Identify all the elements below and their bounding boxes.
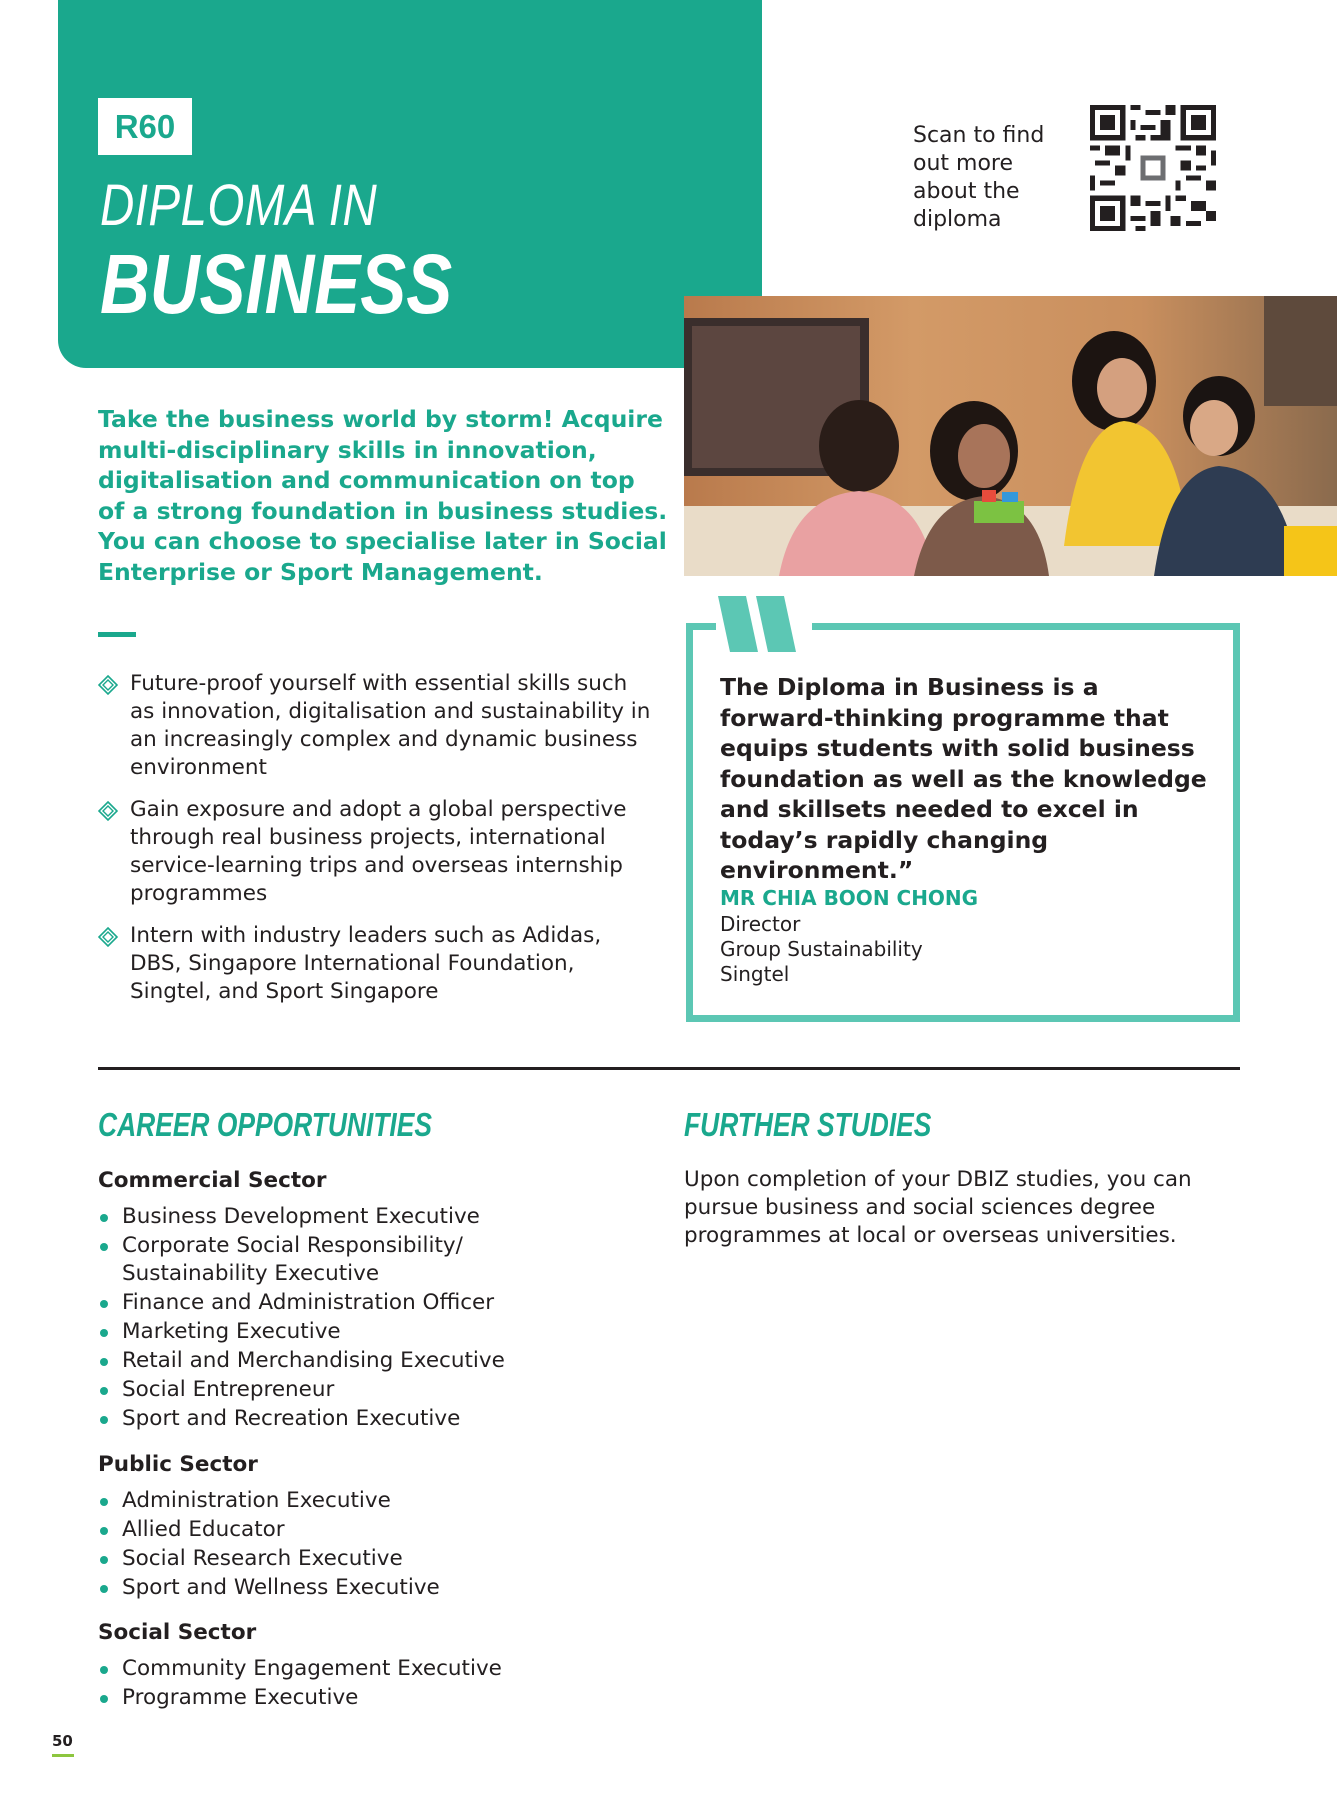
- section-divider: [98, 1067, 1240, 1070]
- list-item: Business Development Executive: [98, 1203, 578, 1231]
- feature-item: [98, 796, 658, 908]
- feature-item: [98, 922, 658, 1006]
- testimonial-quote: The Diploma in Business is a forward-thinking programme that equips students with solid business foundation as well as the knowledge and skillsets needed to excel in today’s rapidly changing environment.”: [720, 673, 1207, 884]
- feature-list: [98, 670, 658, 1020]
- list-item: Programme Executive: [98, 1684, 578, 1712]
- list-item: Allied Educator: [98, 1516, 578, 1544]
- list-item: Marketing Executive: [98, 1318, 578, 1346]
- diamond-bullet-icon: [98, 801, 118, 821]
- list-item: Sport and Recreation Executive: [98, 1405, 578, 1433]
- qr-caption: Scan to find out more about the diploma: [913, 123, 1045, 232]
- intro-paragraph: Take the business world by storm! Acquire multi-disciplinary skills in innovation, digitalisation and communication on top of a strong foundation in business studies. You can choose to specialise later in Social Enterprise or Sport Management.: [98, 405, 668, 586]
- testimonial-name: MR CHIA BOON CHONG: [720, 886, 979, 910]
- page-number: 50: [52, 1732, 73, 1750]
- students-photo: [684, 296, 1337, 576]
- career-list: [98, 1655, 578, 1713]
- testimonial-role-line: Director: [720, 912, 801, 936]
- feature-item: [98, 670, 658, 782]
- further-studies-text: Upon completion of your DBIZ studies, you can pursue business and social sciences degree programmes at local or overseas universities.: [684, 1167, 1192, 1248]
- page-title-line2: BUSINESS: [100, 237, 453, 331]
- list-item: Administration Executive: [98, 1487, 578, 1515]
- course-code-badge: R60: [98, 98, 192, 155]
- list-item: Sport and Wellness Executive: [98, 1574, 578, 1602]
- feature-text: Future-proof yourself with essential skills such as innovation, digitalisation and sustainability in an increasingly complex and dynamic business environment: [130, 671, 651, 780]
- page-title-line1: DIPLOMA IN: [100, 173, 378, 238]
- testimonial-role: [720, 912, 923, 987]
- feature-text: Gain exposure and adopt a global perspective through real business projects, international service-learning trips and overseas internship programmes: [130, 797, 627, 906]
- list-item: Social Research Executive: [98, 1545, 578, 1573]
- list-item: Community Engagement Executive: [98, 1655, 578, 1683]
- sector-title: Commercial Sector: [98, 1168, 327, 1193]
- sector-title: Social Sector: [98, 1620, 257, 1645]
- testimonial-role-line: Group Sustainability: [720, 937, 923, 961]
- career-heading: CAREER OPPORTUNITIES: [98, 1106, 432, 1143]
- feature-text: Intern with industry leaders such as Adidas, DBS, Singapore International Foundation, Singtel, and Sport Singapore: [130, 923, 602, 1004]
- testimonial-role-line: Singtel: [720, 962, 790, 986]
- list-item: Finance and Administration Officer: [98, 1289, 578, 1317]
- career-list: [98, 1487, 578, 1603]
- list-item: Retail and Merchandising Executive: [98, 1347, 578, 1375]
- qr-code-icon[interactable]: [1090, 105, 1216, 231]
- diamond-bullet-icon: [98, 927, 118, 947]
- list-item: Corporate Social Responsibility/ Sustainability Executive: [98, 1232, 468, 1288]
- diamond-bullet-icon: [98, 675, 118, 695]
- page-number-underline: [52, 1754, 74, 1757]
- career-list: [98, 1203, 578, 1434]
- sector-title: Public Sector: [98, 1452, 258, 1477]
- section-divider-dash: [98, 632, 136, 637]
- further-studies-heading: FURTHER STUDIES: [684, 1106, 932, 1143]
- list-item: Social Entrepreneur: [98, 1376, 578, 1404]
- quote-mark-icon: [716, 596, 812, 652]
